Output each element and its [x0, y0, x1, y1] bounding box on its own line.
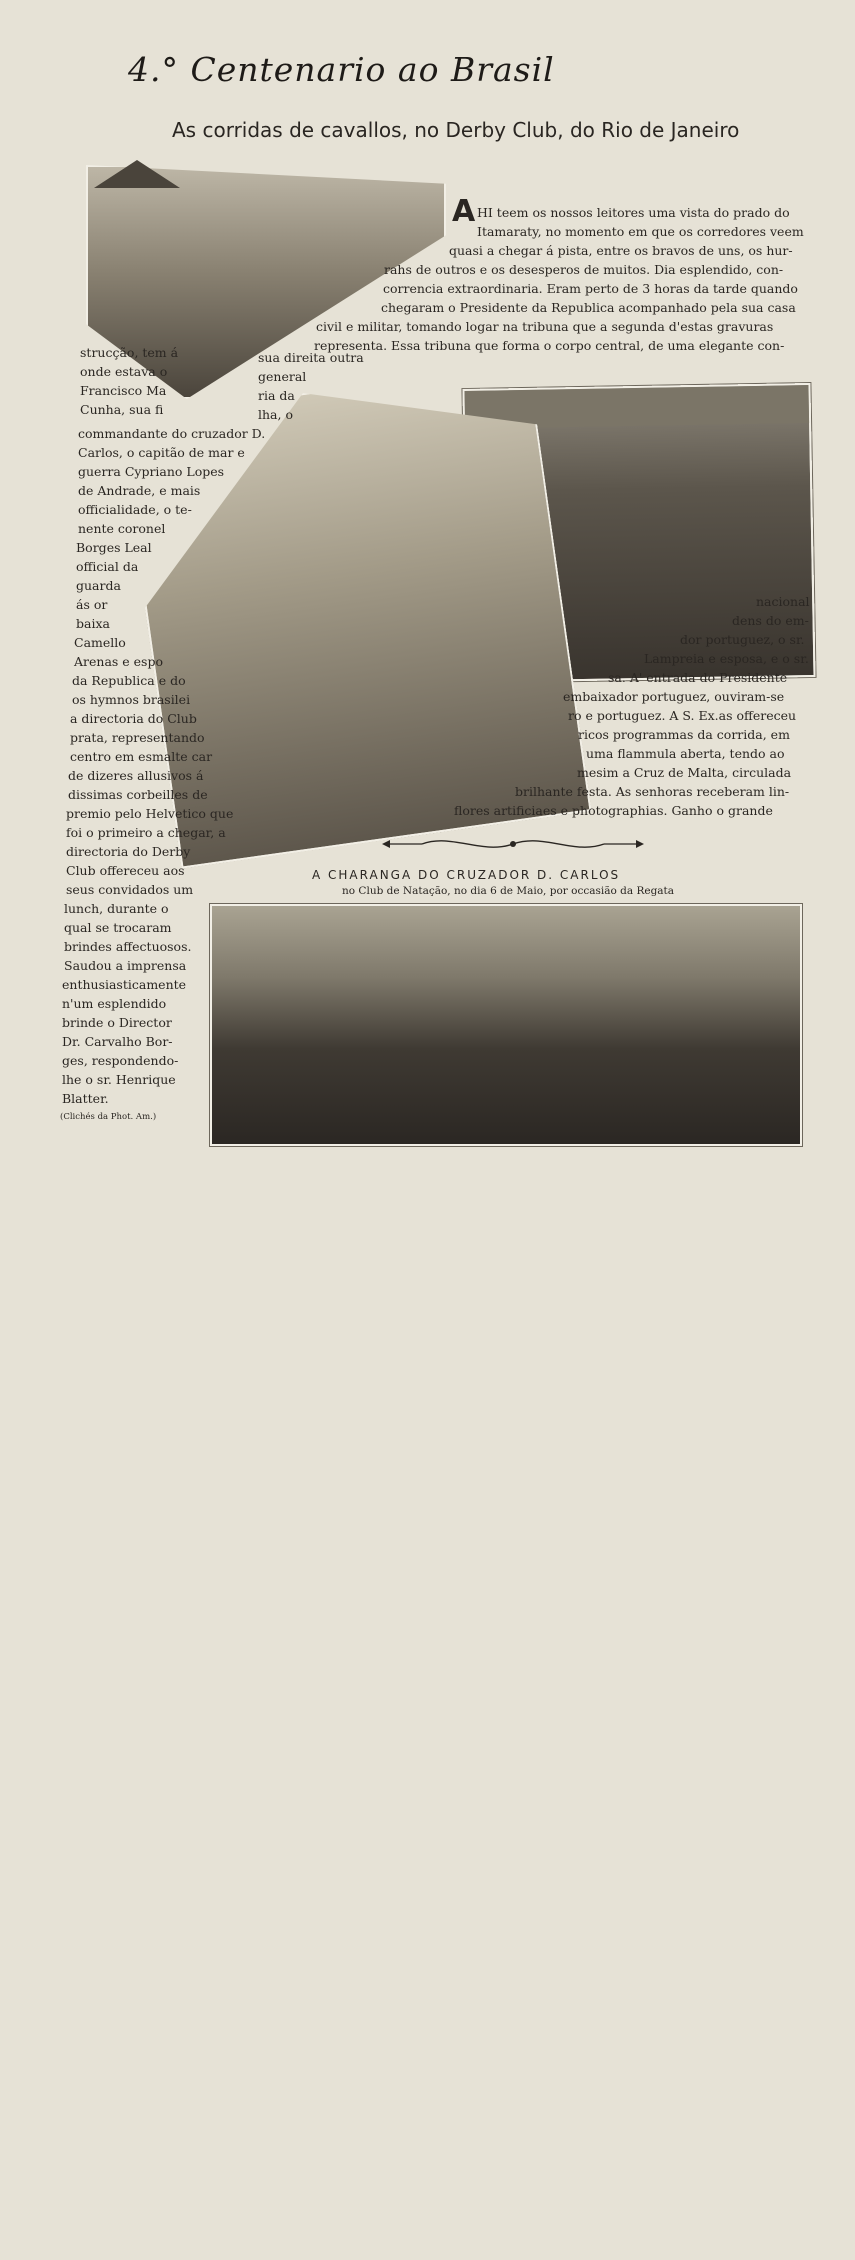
left-column-line: directoria do Derby [66, 844, 191, 859]
right-column-line: uma flammula aberta, tendo ao [586, 746, 785, 761]
left-column-line: brindes affectuosos. [64, 939, 192, 954]
left-column-line: Carlos, o capitão de mar e [78, 445, 245, 460]
drop-cap: A [452, 194, 476, 229]
left-column-line: enthusiasticamente [62, 977, 187, 992]
left-column-line: Camello [74, 635, 126, 650]
left-column-line: baixa [76, 616, 110, 631]
left-column-line: official da [76, 559, 139, 574]
mid-left-line: strucção, tem á [80, 345, 179, 360]
mid-left-line: Francisco Ma [80, 383, 167, 398]
left-column-line: ges, respondendo- [62, 1053, 179, 1068]
mid-left-line: Cunha, sua fi [80, 402, 164, 417]
left-column-line: officialidade, o te- [78, 502, 192, 517]
right-column-line: dor portuguez, o sr. [680, 632, 805, 647]
left-column-line: de Andrade, e mais [78, 483, 201, 498]
left-column-line: de dizeres allusivos á [68, 768, 204, 783]
left-column-line: guerra Cypriano Lopes [78, 464, 225, 479]
mid-right-line: lha, o [258, 407, 293, 422]
intro-line: HI teem os nossos leitores uma vista do prado do [477, 205, 790, 220]
left-column-line: ás or [76, 597, 108, 612]
mid-right-line: ria da [258, 388, 295, 403]
intro-line: chegaram o Presidente da Republica acompanhado pela sua casa [381, 300, 796, 315]
photo-credit: (Clichés da Phot. Am.) [60, 1112, 157, 1122]
left-column-line: guarda [76, 578, 121, 593]
left-column-line: os hymnos brasilei [72, 692, 191, 707]
intro-line: civil e militar, tomando logar na tribuna que a segunda d'estas gravuras [316, 319, 774, 334]
right-column-line: Lampreia e esposa, e o sr. [644, 651, 809, 666]
left-column-line: dissimas corbeilles de [68, 787, 208, 802]
left-column-line: centro em esmalte car [70, 749, 213, 764]
left-column-line: prata, representando [70, 730, 205, 745]
page-subtitle: As corridas de cavallos, no Derby Club, do Rio de Janeiro [172, 118, 740, 142]
left-column-line: brinde o Director [62, 1015, 172, 1030]
photo-caption: A CHARANGA DO CRUZADOR D. CARLOS [312, 868, 621, 882]
right-column-line: embaixador portuguez, ouviram-se [563, 689, 785, 704]
left-column-line: Club offereceu aos [66, 863, 185, 878]
left-column-line: n'um esplendido [62, 996, 167, 1011]
left-column-line: seus convidados um [66, 882, 194, 897]
left-column-line: nente coronel [78, 521, 166, 536]
right-column-line: ricos programmas da corrida, em [578, 727, 790, 742]
page-title: 4.° Centenario ao Brasil [128, 50, 555, 89]
intro-line: correncia extraordinaria. Eram perto de 3 horas da tarde quando [383, 281, 798, 296]
mid-left-line: onde estava o [80, 364, 168, 379]
left-column-line: Arenas e espo [74, 654, 164, 669]
left-column-line: premio pelo Helvetico que [66, 806, 234, 821]
left-column-line: qual se trocaram [64, 920, 172, 935]
intro-line: representa. Essa tribuna que forma o corpo central, de uma elegante con- [314, 338, 785, 353]
left-column-line: lhe o sr. Henrique [62, 1072, 176, 1087]
right-column-line: sa. A' entrada do Presidente [608, 670, 788, 685]
right-column-line: flores artificiaes e photographias. Ganho o grande [454, 803, 773, 818]
right-column-line: dens do em- [732, 613, 809, 628]
left-column-line: Blatter. [62, 1091, 109, 1106]
left-column-line: Dr. Carvalho Bor- [62, 1034, 173, 1049]
right-column-line: brilhante festa. As senhoras receberam lin- [515, 784, 790, 799]
photo-band [210, 904, 802, 1146]
left-column-line: lunch, durante o [64, 901, 169, 916]
left-column-line: Borges Leal [76, 540, 152, 555]
left-column-line: commandante do cruzador D. [78, 426, 266, 441]
photo-subcaption: no Club de Natação, no dia 6 de Maio, por occasião da Regata [342, 885, 675, 897]
intro-line: Itamaraty, no momento em que os corredores veem [477, 224, 804, 239]
mid-right-line: sua direita outra [258, 350, 364, 365]
mid-right-line: general [258, 369, 307, 384]
left-column-line: Saudou a imprensa [64, 958, 187, 973]
ornament-divider [382, 835, 644, 853]
left-column-line: foi o primeiro a chegar, a [66, 825, 226, 840]
left-column-line: da Republica e do [72, 673, 186, 688]
right-column-line: ro e portuguez. A S. Ex.as offereceu [568, 708, 797, 723]
left-column-line: a directoria do Club [70, 711, 197, 726]
intro-line: quasi a chegar á pista, entre os bravos de uns, os hur- [449, 243, 793, 258]
right-column-line: mesim a Cruz de Malta, circulada [577, 765, 792, 780]
intro-line: rahs de outros e os desesperos de muitos. Dia esplendido, con- [384, 262, 784, 277]
right-column-line: nacional [756, 594, 810, 609]
